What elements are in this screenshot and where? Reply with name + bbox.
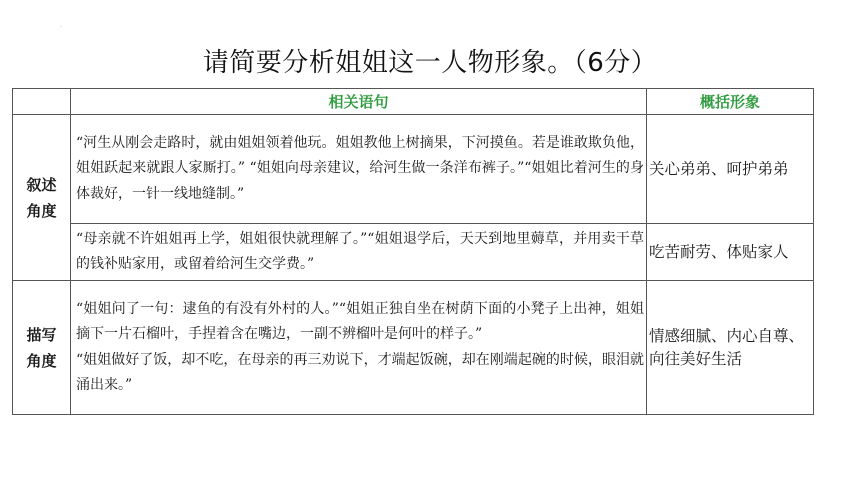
summary-cell: 吃苦耐劳、体贴家人: [647, 224, 814, 281]
stray-dot: ·: [60, 24, 62, 31]
header-quotes: 相关语句: [71, 89, 647, 115]
analysis-table: [12, 88, 814, 415]
row-label-text: 叙述 角度: [26, 175, 57, 220]
summary-cell: 关心弟弟、呵护弟弟: [647, 115, 814, 224]
summary-cell: 情感细腻、内心自尊、 向往美好生活: [647, 281, 814, 415]
quote-cell: “河生从刚会走路时，就由姐姐领着他玩。姐姐教他上树摘果，下河摸鱼。若是谁敢欺负他，姐姐跃起来就跟人家厮打。” “姐姐向母亲建议，给河生做一条洋布裤子。”“姐姐比着河生的身体裁好，一针一线地缝制。”: [71, 115, 647, 224]
header-empty: [13, 89, 71, 115]
row-label-description: [13, 281, 71, 415]
table-header-row: [13, 89, 814, 115]
row-label-narration: [13, 115, 71, 281]
header-summary: 概括形象: [647, 89, 814, 115]
quote-cell: “姐姐问了一句：逮鱼的有没有外村的人。”“姐姐正独自坐在树荫下面的小凳子上出神，姐姐摘下一片石榴叶，手捏着含在嘴边，一副不辨榴叶是何叶的样子。” “姐姐做好了饭，却不吃，在母亲的再三劝说下，才端起饭碗，却在刚端起碗的时候，眼泪就涌出来。”: [71, 281, 647, 415]
table-row: [13, 115, 814, 224]
table-row: [13, 281, 814, 415]
row-label-text: 描写 角度: [26, 325, 57, 370]
quote-cell: “母亲就不许姐姐再上学，姐姐很快就理解了。”“姐姐退学后，天天到地里薅草，并用卖干草的钱补贴家用，或留着给河生交学费。”: [71, 224, 647, 281]
question-title: 请简要分析姐姐这一人物形象。（6分）: [202, 48, 658, 78]
table-row: [13, 224, 814, 281]
